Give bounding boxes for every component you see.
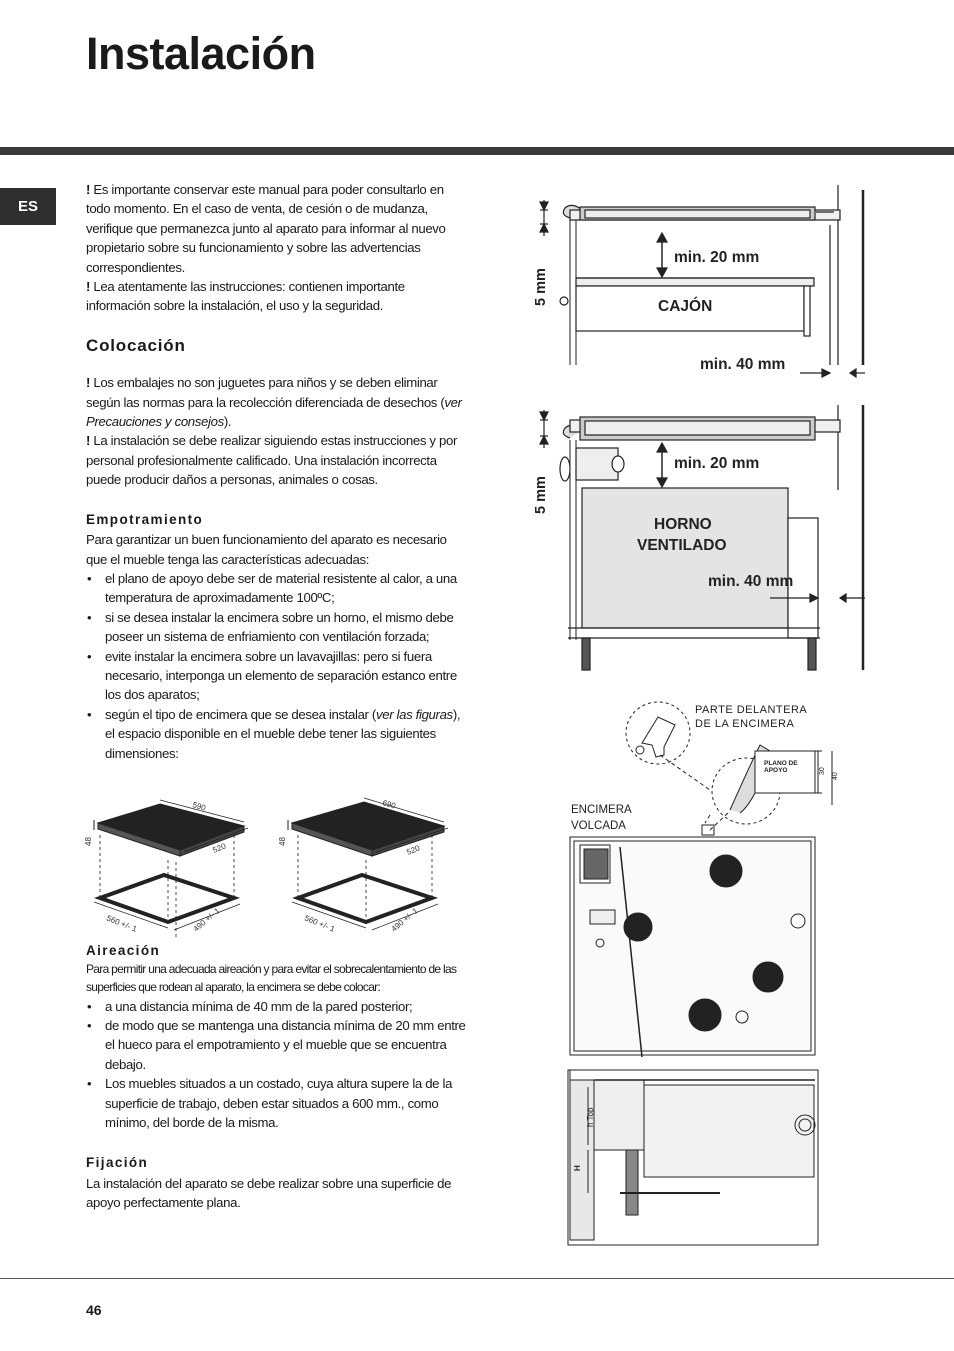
empotramiento-list <box>86 569 466 763</box>
language-tab: ES <box>0 188 56 225</box>
plane-label-2: APOYO <box>764 767 788 774</box>
colocacion-paragraph-1 <box>86 373 466 431</box>
dim-height-right: 48 <box>278 837 287 846</box>
warning-mark: ! <box>86 279 91 295</box>
item4-text-a: según el tipo de encimera que se desea instalar ( <box>105 706 376 722</box>
list-item: • Los muebles situados a un costado, cuya altura supere la de la superficie de trabajo, deben estar situados a 600 mm., como mínimo, del borde de la misma. <box>86 1074 466 1132</box>
h-label: H <box>573 1165 582 1171</box>
fixing-diagram <box>560 695 850 1250</box>
dim-depth-right: 520 <box>405 843 422 857</box>
shelf <box>576 278 814 286</box>
dim-cutw-right: 560 +/- 1 <box>303 913 337 934</box>
intro-paragraph-2 <box>86 277 466 316</box>
dim-width-left: 590 <box>191 800 207 813</box>
drawer-installation-diagram <box>520 180 870 385</box>
bracket-icon <box>642 717 675 757</box>
upside-label-2: VOLCADA <box>571 820 626 832</box>
fijacion-text: La instalación del aparato se debe realizar sobre una superficie de apoyo perfectamente plana. <box>86 1175 452 1211</box>
empotramiento-intro: Para garantizar un buen funcionamiento del aparato es necesario que el mueble tenga las características adecuadas: <box>86 532 447 567</box>
hob-dimension-figures <box>84 790 464 950</box>
list-item: • evite instalar la encimera sobre un lavavajillas: pero si fuera necesario, interponga un elemento de separación estanco entre los dos aparatos; <box>86 647 466 705</box>
dim-height-left: 48 <box>84 837 93 846</box>
dim-40: 40 <box>832 772 839 780</box>
plane-label-1: PLANO DE <box>764 760 798 767</box>
link-precauciones[interactable]: ver Precauciones y consejos <box>86 394 462 430</box>
title-rule <box>0 147 954 155</box>
list-item: • el plano de apoyo debe ser de material resistente al calor, a una temperatura de aproximadamente 100ºC; <box>86 569 466 608</box>
oven-box <box>582 488 788 628</box>
colocacion-text-1b: ). <box>223 414 232 430</box>
drawer-side: 5 mm <box>533 268 549 306</box>
aireacion-intro: Para permitir una adecuada aireación y para evitar el sobrecalentamiento de las superficies que rodean al aparato, la encimera se debe colocar: <box>86 962 457 994</box>
heading-fijacion: Fijación <box>86 1155 149 1171</box>
text-column <box>86 180 466 1213</box>
drawer-label: CAJÓN <box>658 298 713 315</box>
warning-mark: ! <box>86 375 91 391</box>
dim-cutd-right: 490 +/- 1 <box>389 906 420 934</box>
colocacion-text-2: La instalación se debe realizar siguiendo estas instrucciones y por personal profesionalmente calificado. Una instalación incorrecta puede producir daños a personas, animales o cosas. <box>86 433 457 488</box>
upside-label-1: ENCIMERA <box>571 804 632 816</box>
footer-rule <box>0 1278 954 1279</box>
heading-empotramiento: Empotramiento <box>86 511 204 527</box>
page-title: Instalación <box>86 28 316 79</box>
drawer-gap-top: min. 20 mm <box>674 249 760 266</box>
warning-mark: ! <box>86 182 91 197</box>
oven-gap-back: min. 40 mm <box>708 573 794 590</box>
link-figuras[interactable]: ver las figuras <box>375 706 453 722</box>
dim-depth-left: 520 <box>211 841 228 855</box>
list-item: • si se desea instalar la encimera sobre un horno, el mismo debe poseer un sistema de enfriamiento con ventilación forzada; <box>86 608 466 647</box>
heading-colocacion: Colocación <box>86 335 186 355</box>
aireacion-list <box>86 997 466 1133</box>
list-item: • de modo que se mantenga una distancia mínima de 20 mm entre el hueco para el empotramiento y el mueble que se encuentra debajo. <box>86 1016 466 1074</box>
dim-30: 30 <box>819 767 826 775</box>
oven-label-2: VENTILADO <box>637 537 727 554</box>
front-label-1: PARTE DELANTERA <box>695 704 808 716</box>
drawer-gap-back: min. 40 mm <box>700 356 786 373</box>
list-item <box>86 705 466 763</box>
oven-installation-diagram <box>520 400 870 675</box>
heading-aireacion: Aireación <box>86 942 161 958</box>
intro-text-1: Es importante conservar este manual para poder consultarlo en todo momento. En el caso de venta, de cesión o de mudanza, verifique que permanezca junto al aparato para informar al nuevo propietario sobre su funcionamiento y sobre las advertencias correspondientes. <box>86 182 446 275</box>
item4-text-b: ), el espacio disponible en el mueble debe tener las siguientes dimensiones: <box>105 706 461 761</box>
warning-mark: ! <box>86 433 91 449</box>
colocacion-paragraph-2 <box>86 431 466 489</box>
hob-figure-right <box>288 798 448 930</box>
dim-cutw-left: 560 +/- 1 <box>105 913 139 934</box>
oven-gap-top: min. 20 mm <box>674 455 760 472</box>
list-item: • a una distancia mínima de 40 mm de la pared posterior; <box>86 997 466 1016</box>
dim-width-right: 690 <box>381 798 397 811</box>
oven-label-1: HORNO <box>654 516 712 533</box>
front-label-2: DE LA ENCIMERA <box>695 718 795 730</box>
hob-top-right <box>292 802 444 850</box>
h-top-label: h Top <box>586 1107 595 1127</box>
page-number: 46 <box>86 1302 102 1318</box>
dim-cutd-left: 490 +/- 1 <box>191 906 222 934</box>
intro-text-2: Lea atentamente las instrucciones: contienen importante información sobre la instalación, el uso y la seguridad. <box>86 279 405 314</box>
intro-paragraph-1 <box>86 180 466 277</box>
oven-side: 5 mm <box>533 476 549 514</box>
colocacion-text-1a: Los embalajes no son juguetes para niños y se deben eliminar según las normas para la recolección diferenciada de desechos ( <box>86 375 445 410</box>
